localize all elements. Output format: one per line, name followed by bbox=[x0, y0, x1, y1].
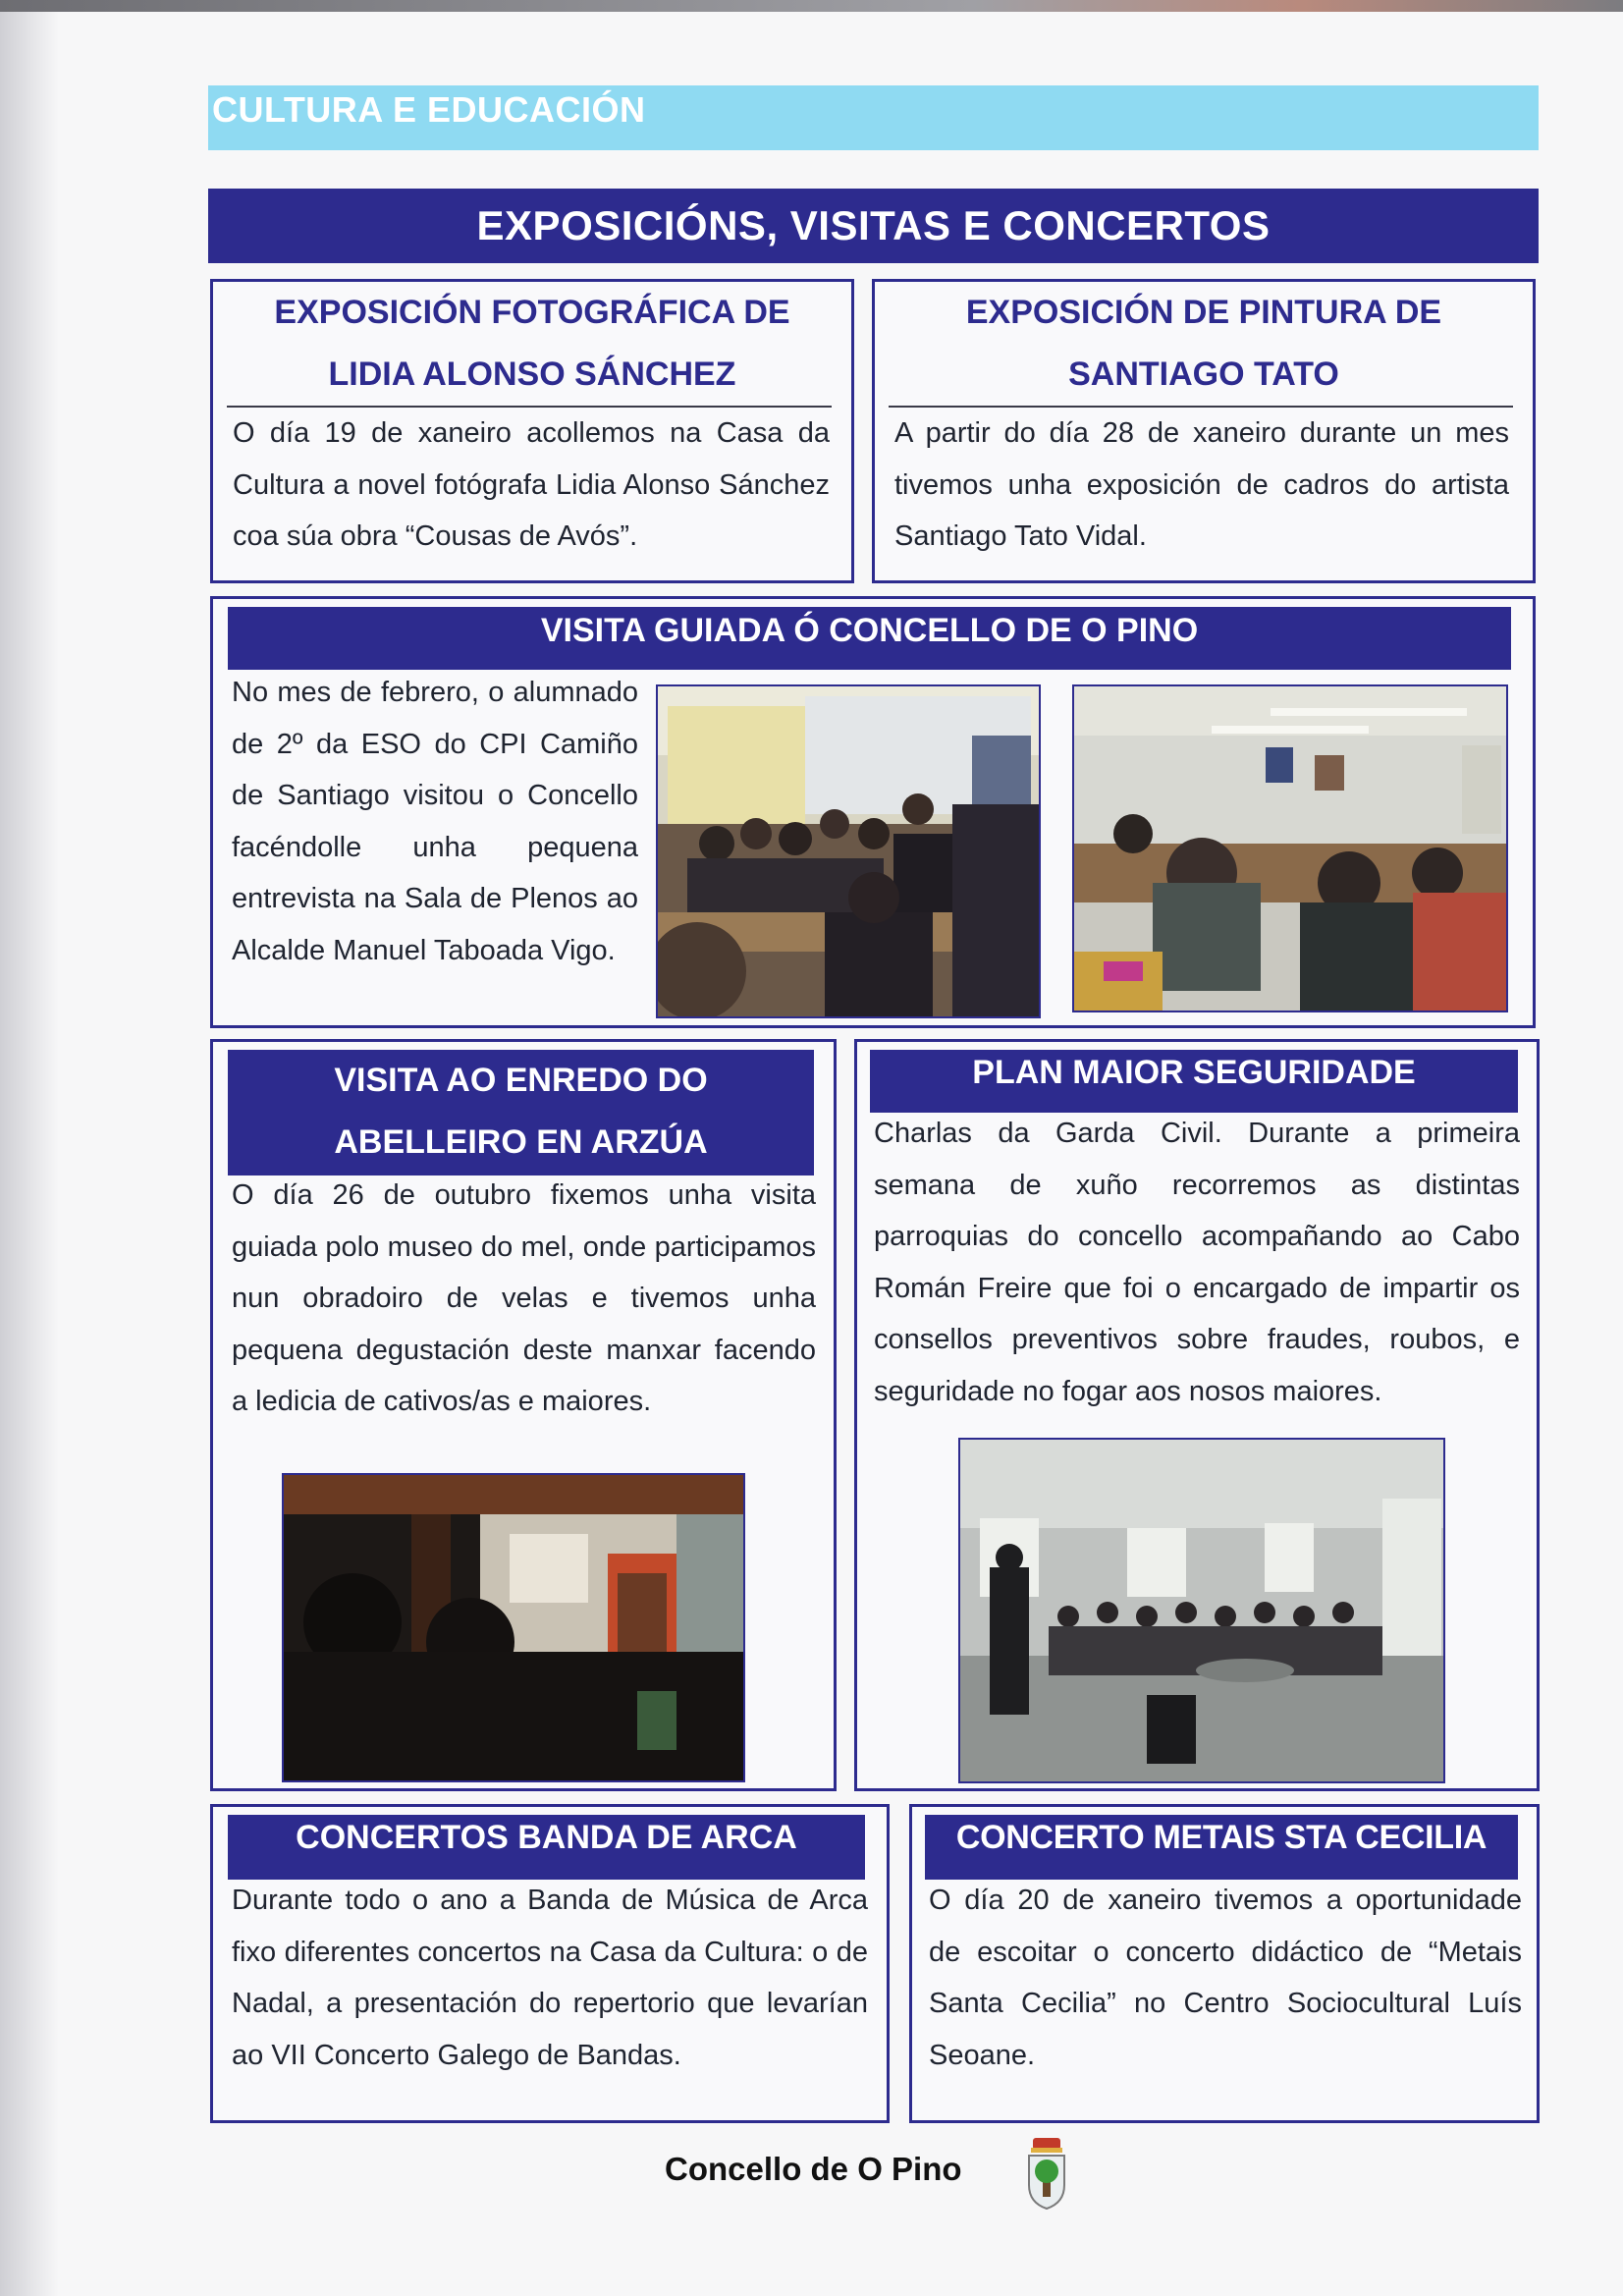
plan-seguridade-text: Charlas da Garda Civil. Durante a primeira semana de xuño recorremos as distintas parroquias do concello acompañando ao Cabo Román Freire que foi o encargado de impartir os consellos preventivos sobre fraudes, roubos, e seguridade no fogar aos nosos maiores. bbox=[874, 1118, 1520, 1407]
footer-municipality: Concello de O Pino bbox=[665, 2151, 962, 2187]
photo-honey-museum bbox=[282, 1473, 745, 1782]
page-title: EXPOSICIÓNS, VISITAS E CONCERTOS bbox=[208, 189, 1539, 263]
visit-concello-text: No mes de febrero, o alumnado de 2º da ESO do CPI Camiño de Santiago visitou o Concello facéndolle unha pequena entrevista na Sala de Plenos ao Alcalde Manuel Taboada Vigo. bbox=[232, 677, 638, 966]
photo-garda-civil-talk bbox=[958, 1438, 1445, 1783]
visit-enredo-title bbox=[228, 1050, 814, 1175]
exhibit-photo-box bbox=[210, 279, 854, 583]
banda-arca-text: Durante todo o ano a Banda de Música de Arca fixo diferentes concertos na Casa da Cultura: o de Nadal, a presentación do repertorio que levarían ao VII Concerto Galego de Bandas. bbox=[232, 1885, 868, 2071]
metais-text: O día 20 de xaneiro tivemos a oportunidade de escoitar o concerto didáctico de “Metais Santa Cecilia” no Centro Sociocultural Luís Seoane. bbox=[929, 1885, 1522, 2071]
section-header bbox=[208, 85, 1539, 150]
exhibit-photo-title-line1: EXPOSICIÓN FOTOGRÁFICA DE bbox=[274, 294, 790, 331]
visit-enredo-text: O día 26 de outubro fixemos unha visita guiada polo museo do mel, onde participamos nun obradoiro de velas e tivemos unha pequena degustación deste manxar facendo a ledicia de cativos/as e maiores. bbox=[232, 1179, 816, 1417]
plan-seguridade-title: PLAN MAIOR SEGURIDADE bbox=[870, 1050, 1518, 1113]
visit-enredo-title-line1: VISITA AO ENREDO DO bbox=[334, 1062, 708, 1099]
banda-arca-title: CONCERTOS BANDA DE ARCA bbox=[228, 1815, 865, 1880]
page-top-edge bbox=[0, 0, 1623, 12]
exhibit-paint-text: A partir do día 28 de xaneiro durante un mes tivemos unha exposición de cadros do artista Santiago Tato Vidal. bbox=[894, 417, 1509, 552]
metais-title: CONCERTO METAIS STA CECILIA bbox=[925, 1815, 1518, 1880]
exhibit-photo-text: O día 19 de xaneiro acollemos na Casa da Cultura a novel fotógrafa Lidia Alonso Sánchez coa súa obra “Cousas de Avós”. bbox=[233, 417, 830, 552]
photo-classroom-visit-1 bbox=[656, 684, 1041, 1018]
section-title: CULTURA E EDUCACIÓN bbox=[212, 89, 646, 130]
visit-concello-title: VISITA GUIADA Ó CONCELLO DE O PINO bbox=[228, 607, 1511, 670]
exhibit-paint-title-line1: EXPOSICIÓN DE PINTURA DE bbox=[965, 294, 1442, 331]
photo-classroom-visit-2 bbox=[1072, 684, 1508, 1012]
exhibit-photo-title-line2: LIDIA ALONSO SÁNCHEZ bbox=[328, 355, 736, 393]
page-gutter-shadow bbox=[0, 0, 59, 2296]
exhibit-paint-title-line2: SANTIAGO TATO bbox=[1068, 355, 1339, 393]
visit-enredo-title-line2: ABELLEIRO EN ARZÚA bbox=[334, 1123, 708, 1161]
exhibit-paint-box bbox=[872, 279, 1536, 583]
coat-of-arms-icon bbox=[1023, 2136, 1070, 2211]
